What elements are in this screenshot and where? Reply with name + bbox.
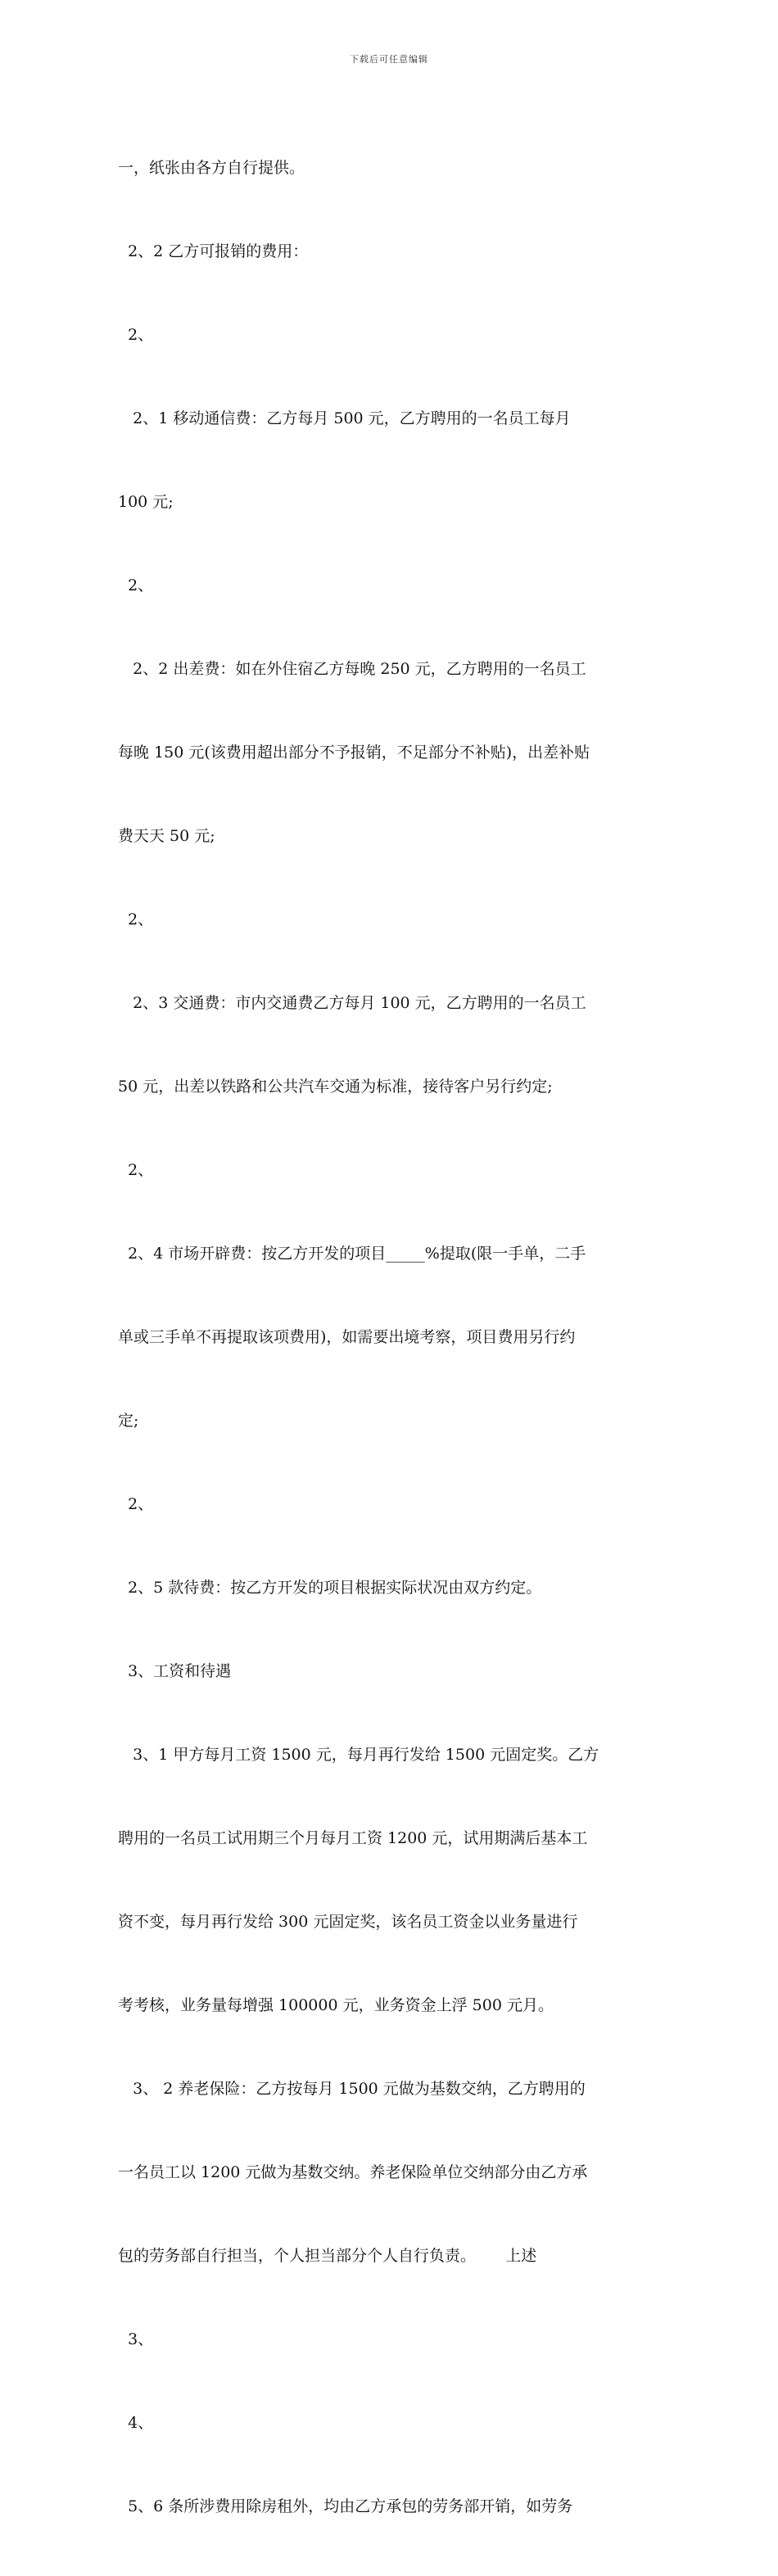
- text-line: 资不变，每月再行发给 300 元固定奖，该名员工资金以业务量进行: [118, 1913, 578, 1931]
- text-line: 包的劳务部自行担当，个人担当部分个人自行负责。 上述: [118, 2247, 537, 2265]
- text-line: 3、 2 养老保险：乙方按每月 1500 元做为基数交纳，乙方聘用的: [118, 2080, 586, 2098]
- text-line: 2、4 市场开辟费：按乙方开发的项目_____%提取(限一手单，二手: [118, 1245, 586, 1263]
- text-line: 2、: [118, 1161, 154, 1179]
- text-line: 3、工资和待遇: [118, 1662, 232, 1680]
- text-line: 2、1 移动通信费：乙方每月 500 元，乙方聘用的一名员工每月: [118, 409, 571, 427]
- text-line: 2、2 乙方可报销的费用：: [118, 242, 309, 260]
- text-line: 3、1 甲方每月工资 1500 元，每月再行发给 1500 元固定奖。乙方: [118, 1746, 599, 1764]
- text-line: 聘用的一名员工试用期三个月每月工资 1200 元，试用期满后基本工: [118, 1829, 588, 1847]
- text-line: 费天天 50 元;: [118, 827, 215, 845]
- text-line: 3、: [118, 2330, 154, 2348]
- text-line: 考考核，业务量每增强 100000 元，业务资金上浮 500 元月。: [118, 1996, 554, 2014]
- text-line: 2、: [118, 911, 154, 929]
- text-line: 定;: [118, 1412, 139, 1430]
- page-header: 下载后可任意编辑: [350, 54, 428, 65]
- text-line: 2、3 交通费：市内交通费乙方每月 100 元，乙方聘用的一名员工: [118, 994, 586, 1012]
- text-line: 单或三手单不再提取该项费用)，如需要出境考察，项目费用另行约: [118, 1328, 576, 1346]
- text-line: 每晚 150 元(该费用超出部分不予报销，不足部分不补贴)，出差补贴: [118, 743, 590, 762]
- text-line: 2、: [118, 576, 154, 594]
- text-line: 5、6 条所涉费用除房租外，均由乙方承包的劳务部开销，如劳务: [118, 2497, 573, 2515]
- text-line: 2、2 出差费：如在外住宿乙方每晚 250 元，乙方聘用的一名员工: [118, 660, 586, 678]
- document-body: [118, 98, 662, 2576]
- text-line: 4、: [118, 2414, 154, 2432]
- text-line: 2、5 款待费：按乙方开发的项目根据实际状况由双方约定。: [118, 1579, 542, 1597]
- text-line: 2、: [118, 326, 154, 344]
- text-line: 100 元;: [118, 493, 174, 511]
- text-line: 50 元，出差以铁路和公共汽车交通为标准，接待客户另行约定;: [118, 1078, 553, 1096]
- text-line: 一名员工以 1200 元做为基数交纳。养老保险单位交纳部分由乙方承: [118, 2163, 588, 2181]
- document-text: [118, 98, 662, 2576]
- text-line: 一，纸张由各方自行提供。: [118, 159, 305, 177]
- text-line: 2、: [118, 1495, 154, 1513]
